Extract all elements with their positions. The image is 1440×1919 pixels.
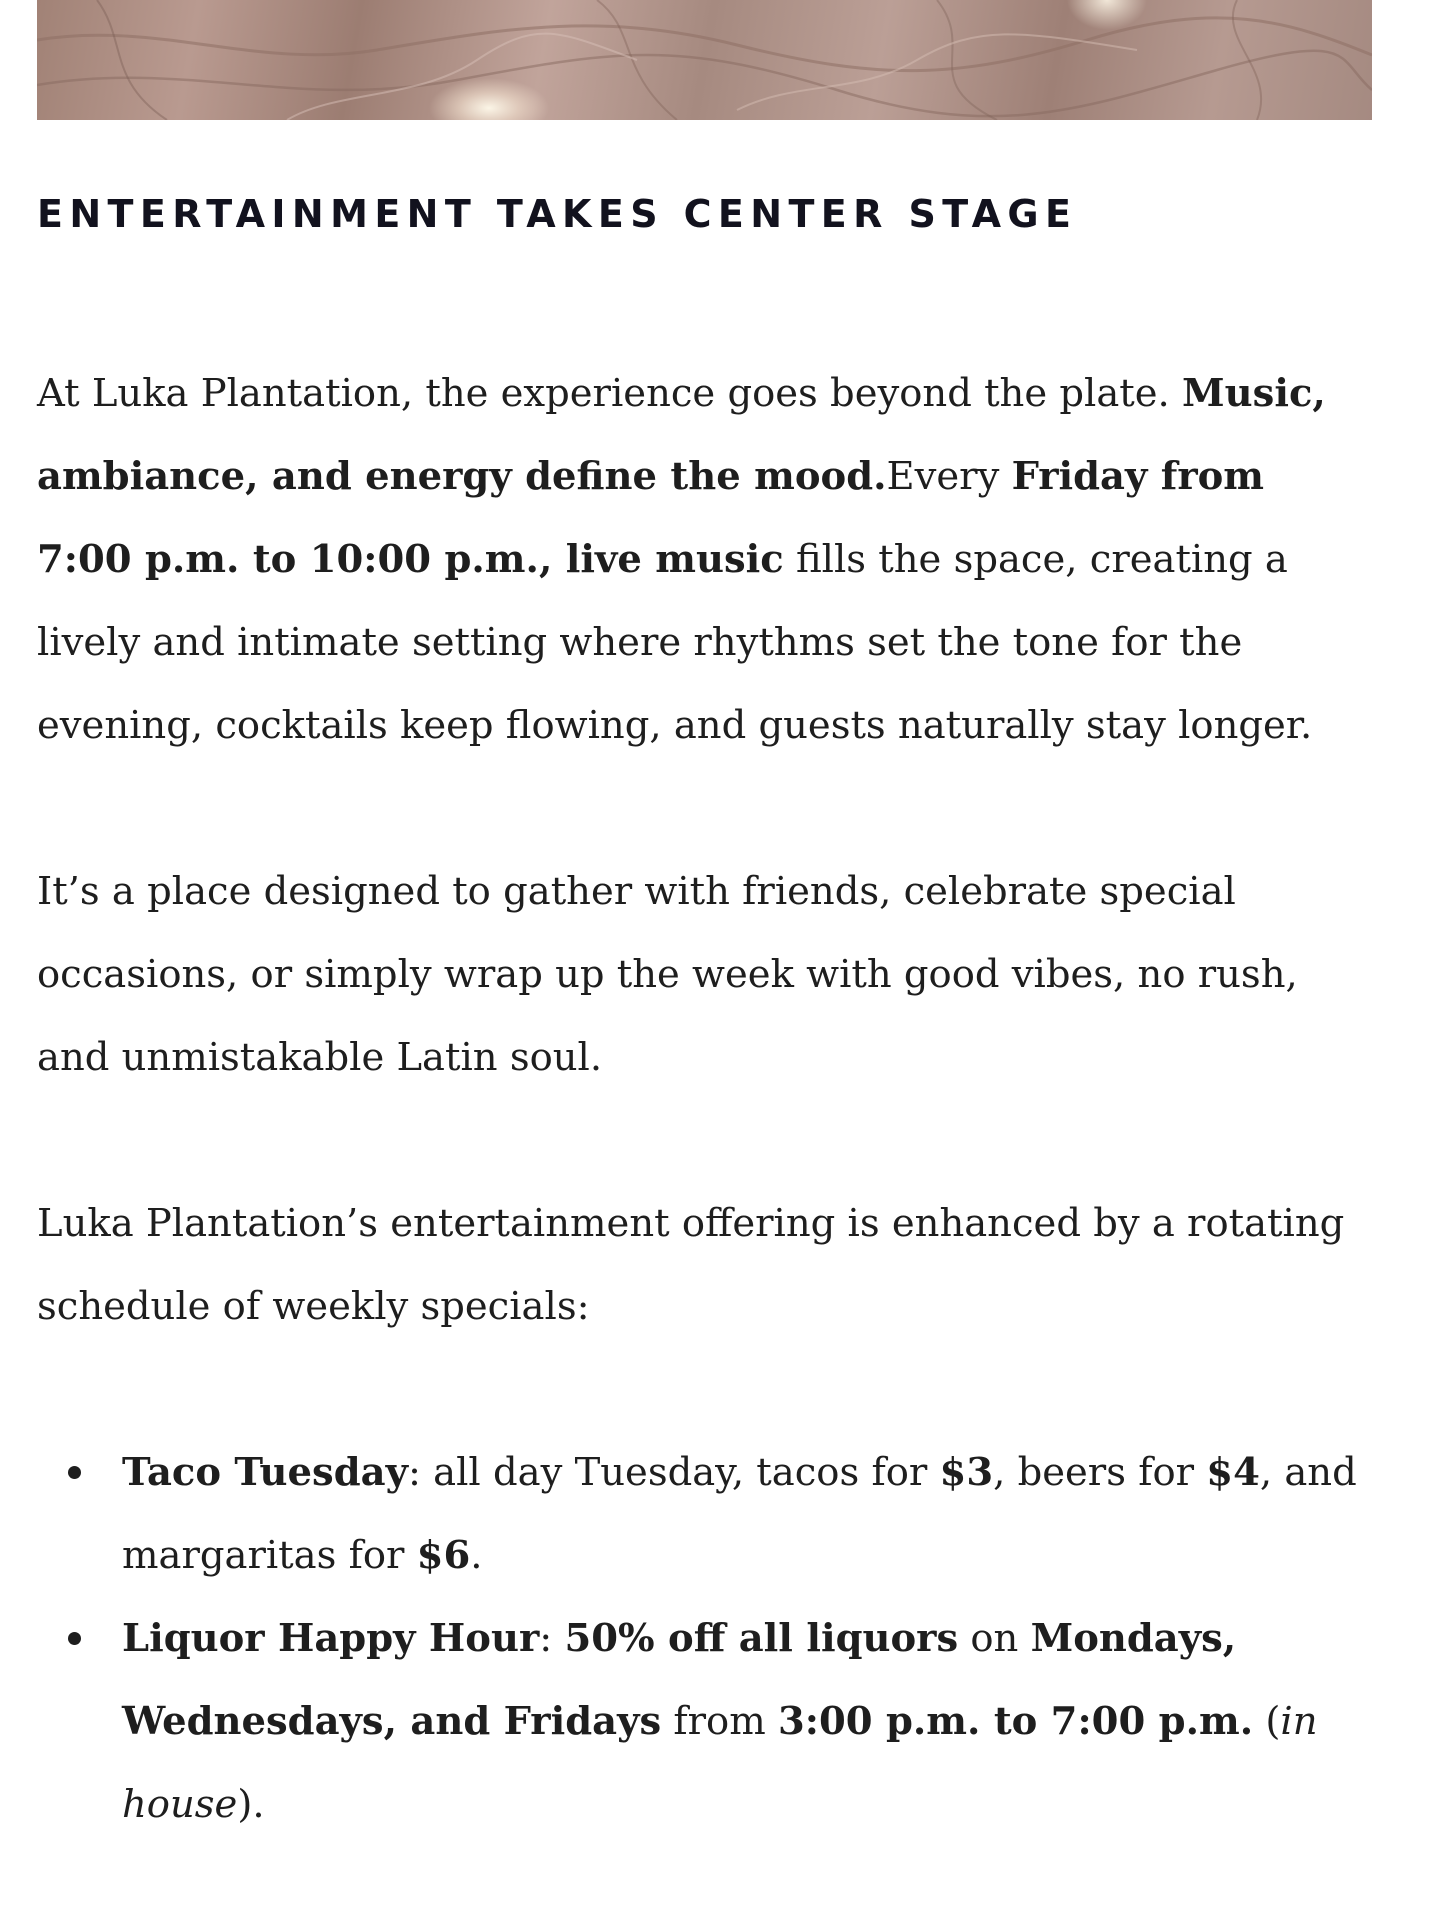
special-title: Taco Tuesday: [122, 1450, 408, 1495]
article-body: [37, 352, 1357, 1846]
text-span: At Luka Plantation, the experience goes beyond the plate.: [37, 371, 1183, 416]
list-item-liquor-happy-hour: [37, 1597, 1357, 1846]
specials-intro-paragraph: Luka Plantation’s entertainment offering is enhanced by a rotating schedule of weekly specials:: [37, 1201, 1345, 1329]
bold-live-music: Friday from 7:00 p.m. to 10:00 p.m., live music: [37, 454, 1265, 582]
bold-mood: Music, ambiance, and energy define the mood.: [37, 371, 1326, 499]
bullet-icon: [68, 1632, 81, 1645]
price-beers: $4: [1206, 1450, 1260, 1495]
text-span: on: [958, 1616, 1031, 1661]
bullet-icon: [68, 1466, 81, 1479]
text-span: .: [470, 1533, 483, 1578]
intro-paragraph: [37, 352, 1357, 767]
text-span: Every: [886, 454, 1012, 499]
text-span: fills the space, creating a lively and intimate setting where rhythms set the tone for the evening, cocktails keep flowing, and guests naturally stay longer.: [37, 537, 1313, 748]
text-span: :: [539, 1616, 565, 1661]
gather-paragraph: It’s a place designed to gather with friends, celebrate special occasions, or simply wrap up the week with good vibes, no rush, and unmistakable Latin soul.: [37, 869, 1298, 1080]
hero-image: [37, 0, 1372, 120]
specials-list: [37, 1431, 1357, 1846]
section-heading: ENTERTAINMENT TAKES CENTER STAGE: [37, 192, 1078, 236]
text-span: , and margaritas for: [122, 1450, 1357, 1578]
text-span: (: [1253, 1699, 1281, 1744]
price-tacos: $3: [939, 1450, 994, 1495]
text-span: : all day Tuesday, tacos for: [407, 1450, 940, 1495]
discount-text: 50% off all liquors: [564, 1616, 959, 1661]
text-span: , beers for: [993, 1450, 1207, 1495]
special-title: Liquor Happy Hour: [122, 1616, 540, 1661]
text-span: ).: [237, 1782, 265, 1827]
days-text: Mondays, Wednesdays, and Fridays: [122, 1616, 1237, 1744]
in-house-note: in house: [122, 1699, 1318, 1827]
marble-texture: [37, 0, 1372, 120]
hours-text: 3:00 p.m. to 7:00 p.m.: [777, 1699, 1254, 1744]
list-item-taco-tuesday: [37, 1431, 1357, 1597]
price-margaritas: $6: [416, 1533, 471, 1578]
text-span: from: [661, 1699, 778, 1744]
